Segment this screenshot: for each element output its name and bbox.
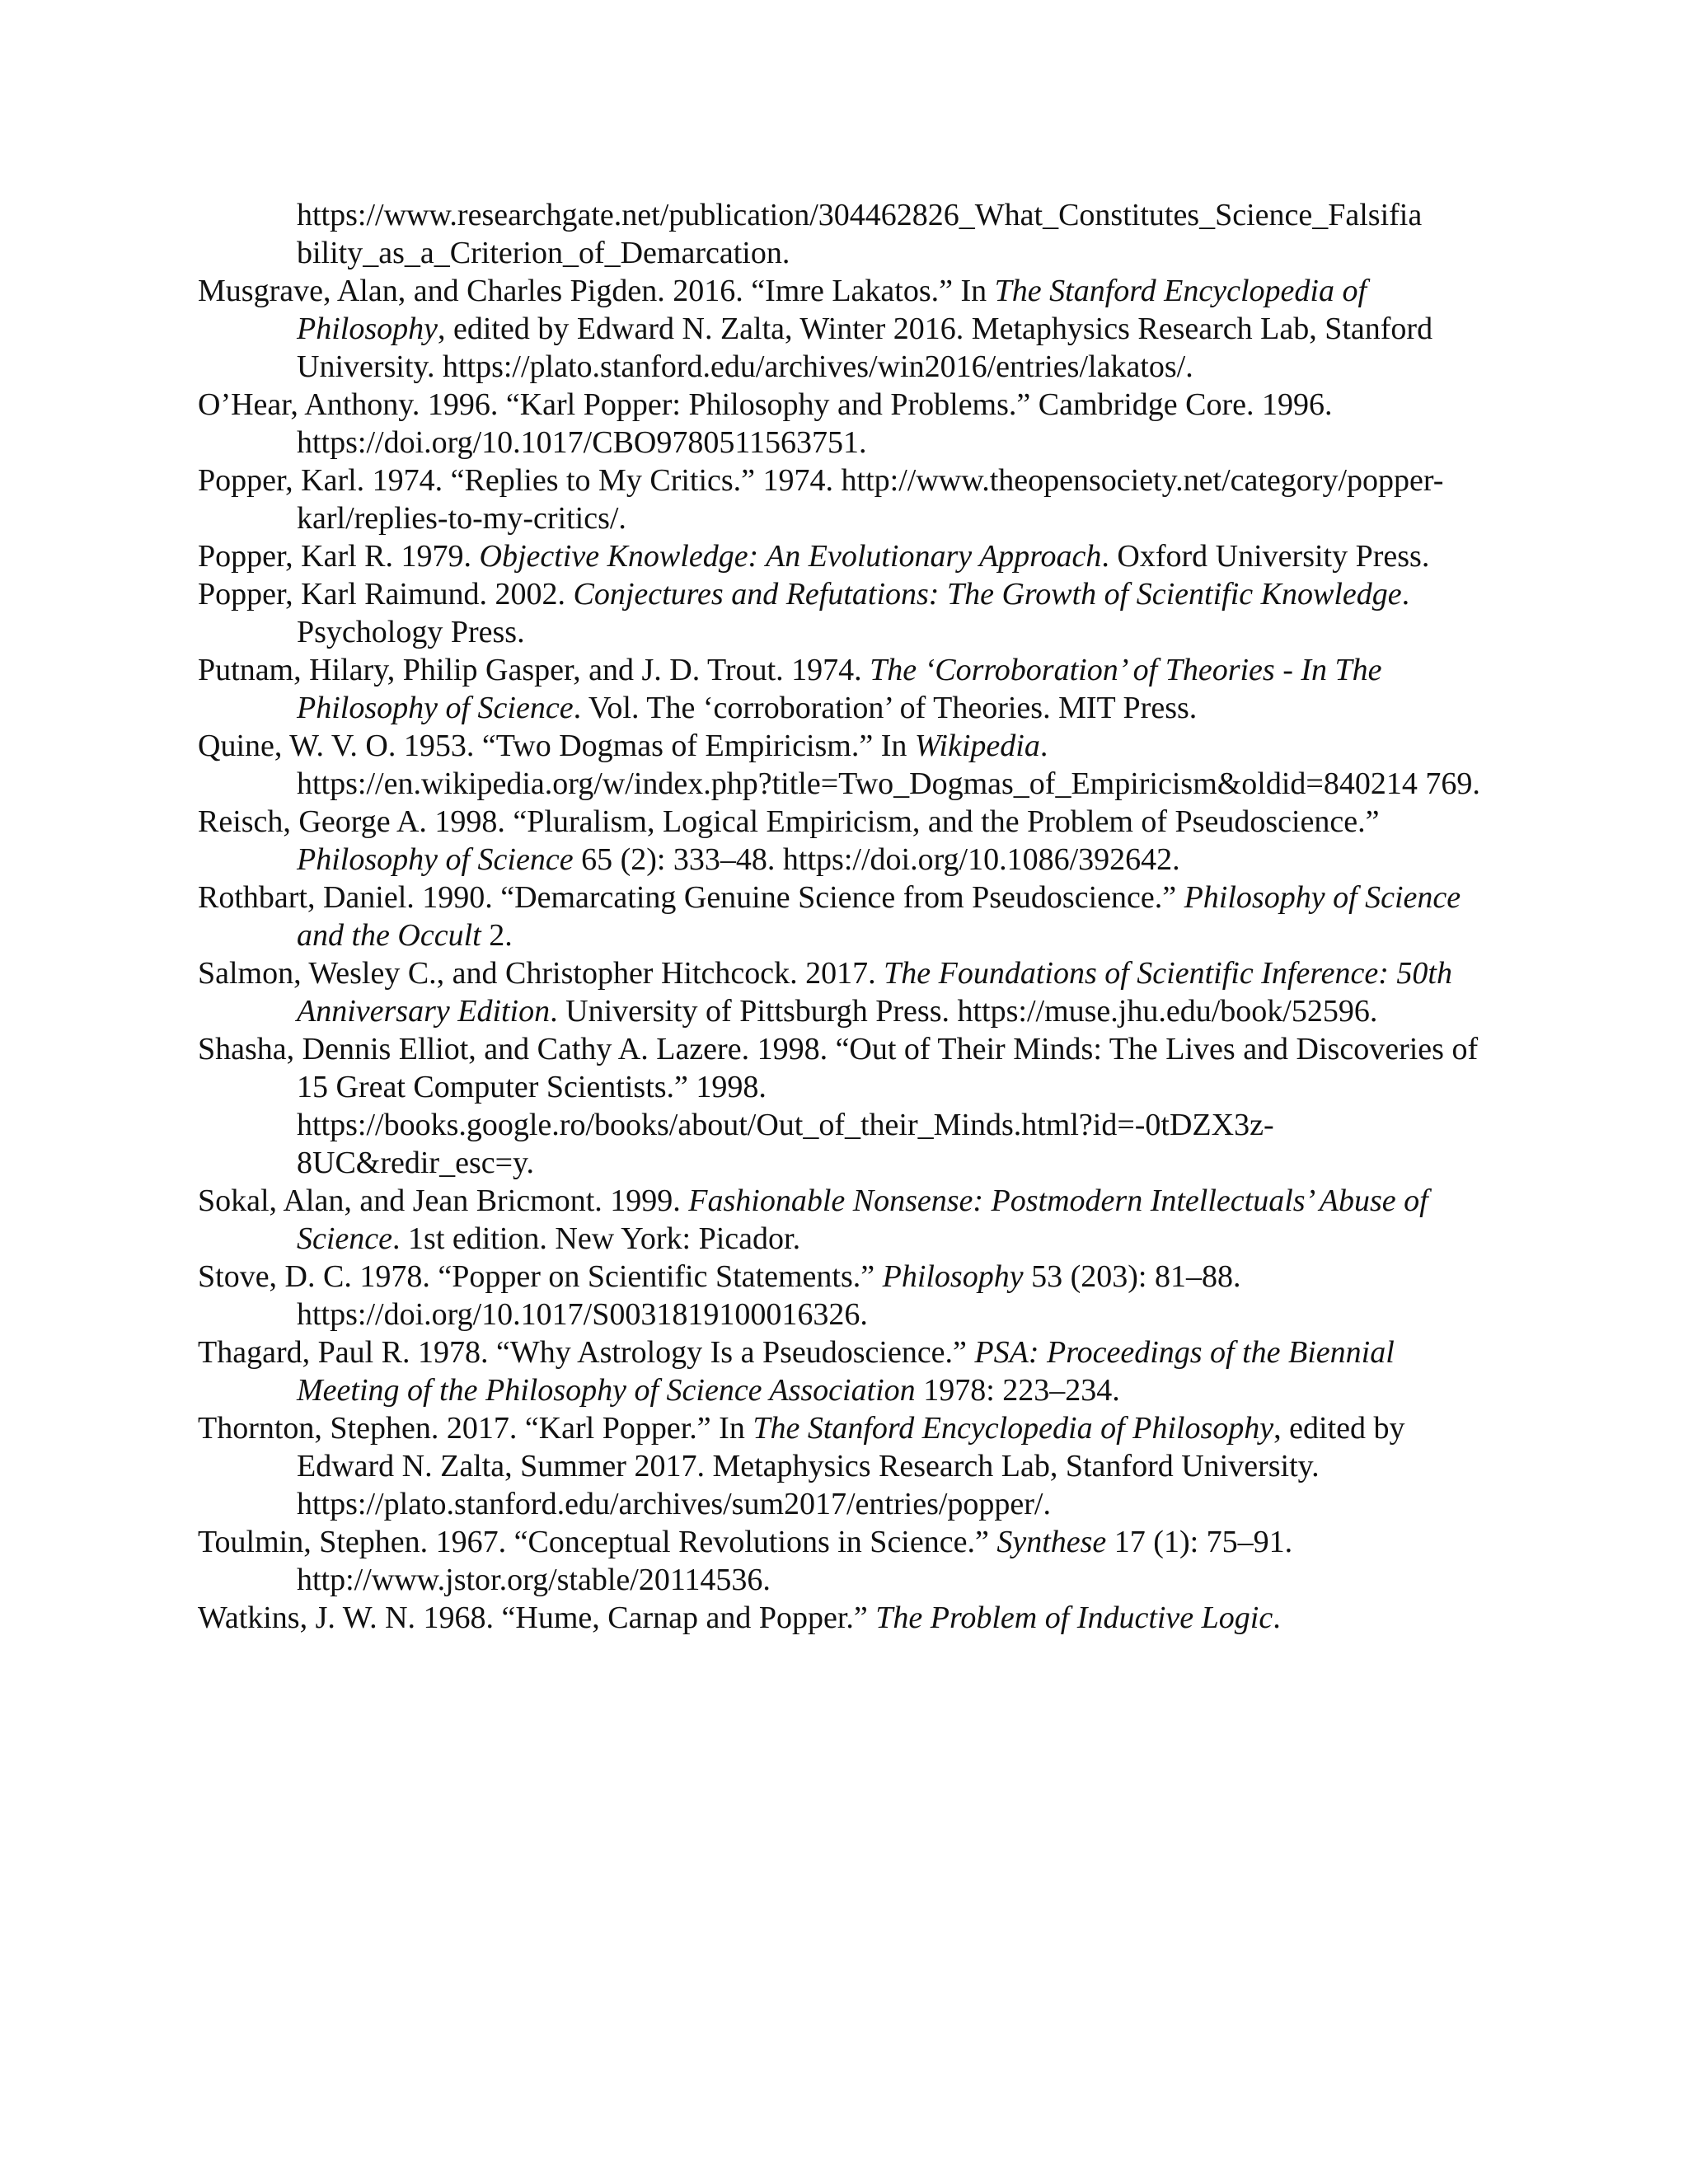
entry-title-italic: Philosophy xyxy=(882,1259,1024,1294)
entry-text: Toulmin, Stephen. 1967. “Conceptual Revolutions in Science.” xyxy=(198,1525,997,1559)
bibliography-entry xyxy=(198,1523,1492,1599)
entry-title-italic: Objective Knowledge: An Evolutionary Approach xyxy=(479,539,1102,574)
entry-title-italic: The Stanford Encyclopedia of Philosophy xyxy=(297,274,1367,346)
entry-title-italic: The Stanford Encyclopedia of Philosophy xyxy=(753,1411,1274,1446)
bibliography-entry xyxy=(198,727,1492,803)
entry-text: 2. xyxy=(481,918,513,953)
entry-title-italic: PSA: Proceedings of the Biennial Meeting of the Philosophy of Science Association xyxy=(297,1335,1395,1408)
bibliography-entry xyxy=(198,803,1492,879)
entry-text: 53 (203): 81–88. https://doi.org/10.1017/S0031819100016326. xyxy=(297,1259,1241,1332)
bibliography-entry xyxy=(198,651,1492,727)
bibliography-entry xyxy=(198,1409,1492,1523)
bibliography-entry xyxy=(198,575,1492,651)
bibliography-entry xyxy=(198,954,1492,1030)
entry-text: . Psychology Press. xyxy=(297,577,1410,649)
entry-text: Rothbart, Daniel. 1990. “Demarcating Genuine Science from Pseudoscience.” xyxy=(198,880,1184,915)
entry-title-italic: The Problem of Inductive Logic xyxy=(875,1601,1273,1635)
entry-text: . https://en.wikipedia.org/w/index.php?title=Two_Dogmas_of_Empiricism&oldid=840214 769. xyxy=(297,729,1480,801)
entry-title-italic: Philosophy of Science and the Occult xyxy=(297,880,1461,953)
entry-text: Popper, Karl Raimund. 2002. xyxy=(198,577,574,612)
entry-text: Sokal, Alan, and Jean Bricmont. 1999. xyxy=(198,1183,689,1218)
bibliography-entry-continuation xyxy=(198,196,1492,272)
entry-text: 1978: 223–234. xyxy=(915,1373,1120,1408)
entry-text: Salmon, Wesley C., and Christopher Hitchcock. 2017. xyxy=(198,956,884,991)
entry-title-italic: The Foundations of Scientific Inference: 50th Anniversary Edition xyxy=(297,956,1452,1029)
bibliography-entry xyxy=(198,1258,1492,1333)
bibliography-entry xyxy=(198,386,1492,462)
bibliography-entry xyxy=(198,462,1492,537)
bibliography-entry xyxy=(198,537,1492,575)
entry-text: . 1st edition. New York: Picador. xyxy=(392,1221,801,1256)
entry-text: Popper, Karl R. 1979. xyxy=(198,539,480,574)
entry-title-italic: Fashionable Nonsense: Postmodern Intellectuals’ Abuse of Science xyxy=(297,1183,1428,1256)
entry-title-italic: Philosophy of Science xyxy=(297,842,574,877)
entry-text: Quine, W. V. O. 1953. “Two Dogmas of Empiricism.” In xyxy=(198,729,915,763)
entry-text: Thornton, Stephen. 2017. “Karl Popper.” In xyxy=(198,1411,753,1446)
entry-text: Shasha, Dennis Elliot, and Cathy A. Lazere. 1998. “Out of Their Minds: The Lives and Discoveries of 15 Great Computer Scientists.” 1998. https://books.google.ro/books/about/Out_of_their_Minds.html?id=-0tDZX3z-8UC&redir_esc=y. xyxy=(198,1032,1479,1180)
entry-title-italic: Synthese xyxy=(996,1525,1107,1559)
entry-text: Putnam, Hilary, Philip Gasper, and J. D. Trout. 1974. xyxy=(198,653,870,687)
bibliography-entry xyxy=(198,1030,1492,1182)
entry-text: Watkins, J. W. N. 1968. “Hume, Carnap and Popper.” xyxy=(198,1601,876,1635)
entry-text: 17 (1): 75–91. http://www.jstor.org/stable/20114536. xyxy=(297,1525,1293,1597)
entry-text: Reisch, George A. 1998. “Pluralism, Logical Empiricism, and the Problem of Pseudoscience.” xyxy=(198,804,1380,839)
entry-title-italic: Conjectures and Refutations: The Growth of Scientific Knowledge xyxy=(573,577,1402,612)
entry-title-italic: Wikipedia xyxy=(914,729,1040,763)
entry-text: . Vol. The ‘corroboration’ of Theories. MIT Press. xyxy=(573,691,1198,725)
entry-text: . Oxford University Press. xyxy=(1101,539,1430,574)
entry-text: Musgrave, Alan, and Charles Pigden. 2016. “Imre Lakatos.” In xyxy=(198,274,995,308)
entry-text: Thagard, Paul R. 1978. “Why Astrology Is a Pseudoscience.” xyxy=(198,1335,975,1370)
bibliography-entry xyxy=(198,1333,1492,1409)
bibliography-entry xyxy=(198,879,1492,954)
bibliography-list xyxy=(198,196,1492,1637)
bibliography-entry xyxy=(198,1599,1492,1637)
bibliography-entry xyxy=(198,1182,1492,1258)
entry-text: Stove, D. C. 1978. “Popper on Scientific Statements.” xyxy=(198,1259,883,1294)
entry-text: O’Hear, Anthony. 1996. “Karl Popper: Philosophy and Problems.” Cambridge Core. 1996. https://doi.org/10.1017/CBO9780511563751. xyxy=(198,387,1333,460)
entry-text: . University of Pittsburgh Press. https://muse.jhu.edu/book/52596. xyxy=(550,994,1378,1029)
entry-text: https://www.researchgate.net/publication/304462826_What_Constitutes_Science_Falsifia bility_as_a_Criterion_of_Demarcation. xyxy=(297,198,1423,270)
bibliography-entry xyxy=(198,272,1492,386)
entry-text: Popper, Karl. 1974. “Replies to My Critics.” 1974. http://www.theopensociety.net/category/popper-karl/replies-to-my-critics/. xyxy=(198,463,1444,536)
entry-text: , edited by Edward N. Zalta, Summer 2017. Metaphysics Research Lab, Stanford University. https://plato.stanford.edu/archives/sum2017/entries/popper/. xyxy=(297,1411,1405,1521)
entry-text: . xyxy=(1273,1601,1281,1635)
entry-text: , edited by Edward N. Zalta, Winter 2016. Metaphysics Research Lab, Stanford University. https://plato.stanford.edu/archives/win2016/entries/lakatos/. xyxy=(297,312,1433,384)
bibliography-page xyxy=(198,196,1492,1637)
entry-title-italic: The ‘Corroboration’ of Theories - In The Philosophy of Science xyxy=(297,653,1382,725)
entry-text: 65 (2): 333–48. https://doi.org/10.1086/392642. xyxy=(573,842,1180,877)
